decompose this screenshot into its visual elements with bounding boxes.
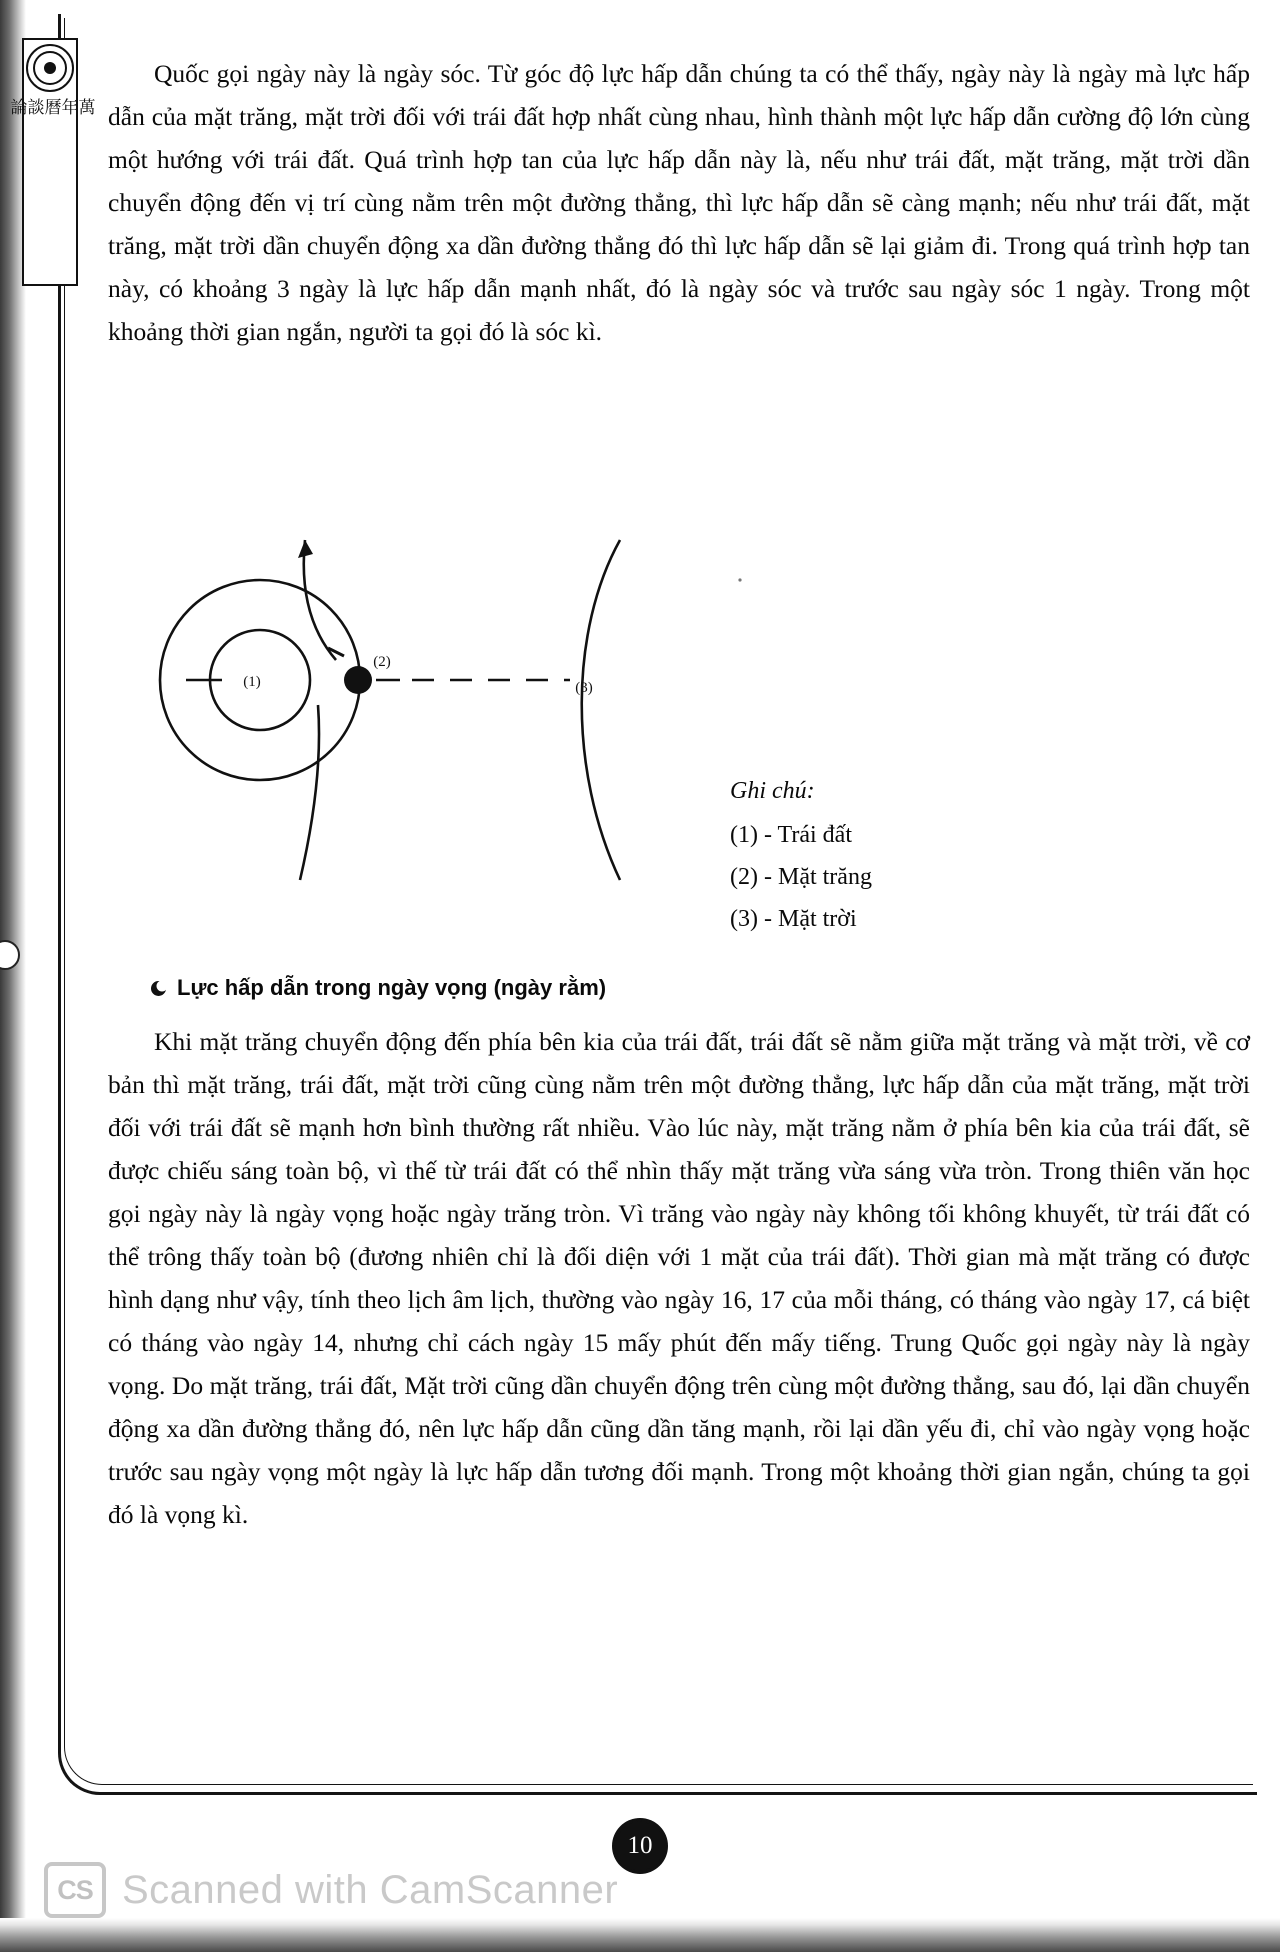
- orbit-diagram-svg: [100, 520, 800, 940]
- paragraph-two: Khi mặt trăng chuyển động đến phía bên kia của trái đất, trái đất sẽ nằm giữa mặt trăng và mặt trời, về cơ bản thì mặt trăng, trái đất, mặt trời cũng cùng nằm trên một đường thẳng, lực hấp dẫn của mặt trăng, mặt trời đối với trái đất sẽ mạnh hơn bình thường rất nhiều. Vào lúc này, mặt trăng nằm ở phía bên kia của trái đất, sẽ được chiếu sáng toàn bộ, vì thế từ trái đất có thể nhìn thấy mặt trăng vừa sáng vừa tròn. Trong thiên văn học gọi ngày này là ngày vọng hoặc ngày trăng tròn. Vì trăng vào ngày này không tối không khuyết, từ trái đất có thể trông thấy toàn bộ (đương nhiên chỉ là đối diện với 1 mặt của trái đất). Thời gian mà mặt trăng có được hình dạng như vậy, tính theo lịch âm lịch, thường vào ngày 16, 17 của mỗi tháng, có tháng vào ngày 17, cá biệt có tháng vào ngày 14, nhưng chỉ cách ngày 15 mấy phút đến mấy tiếng. Trung Quốc gọi ngày này là ngày vọng. Do mặt trăng, trái đất, Mặt trời cũng dần chuyển động trên cùng một đường thẳng, sau đó, lại dần chuyển động xa dần đường thẳng đó, nên lực hấp dẫn cũng dần tăng mạnh, rồi lại dần yếu đi, chỉ vào ngày vọng hoặc trước sau ngày vọng một ngày là lực hấp dẫn tương đối mạnh. Trong một khoảng thời gian ngắn, chúng ta gọi đó là vọng kì.: [108, 1027, 1250, 1529]
- section-heading-text: Lực hấp dẫn trong ngày vọng (ngày rằm): [177, 975, 607, 1000]
- figure-legend-item-moon: (2) - Mặt trăng: [730, 864, 872, 890]
- page-number-badge: 10: [612, 1818, 668, 1874]
- seal-char-2: 年: [57, 98, 78, 122]
- orbit-diagram: [100, 520, 800, 940]
- figure-label-sun: (3): [575, 680, 593, 696]
- seal-char-4: 談: [23, 98, 44, 122]
- crescent-moon-icon: [150, 980, 167, 997]
- seal-char-1: 萬: [74, 98, 95, 122]
- figure-legend: [730, 770, 872, 940]
- figure-legend-title: Ghi chú:: [730, 778, 815, 804]
- camscanner-watermark: [44, 1862, 618, 1918]
- scan-edge-bottom: [0, 1918, 1280, 1952]
- figure-legend-item-sun: (3) - Mặt trời: [730, 906, 857, 932]
- figure-label-moon: (2): [373, 654, 391, 670]
- figure-legend-item-earth: (1) - Trái đất: [730, 822, 852, 848]
- circular-seal-icon: [26, 44, 74, 92]
- section-heading: [150, 975, 606, 1001]
- camscanner-watermark-text: Scanned with CamScanner: [122, 1867, 619, 1912]
- paragraph-one: Quốc gọi ngày này là ngày sóc. Từ góc độ lực hấp dẫn chúng ta có thể thấy, ngày này là ngày mà lực hấp dẫn của mặt trăng, mặt trời đối với trái đất hợp nhất cùng nhau, hình thành một lực hấp dẫn cường độ lớn cùng một hướng với trái đất. Quá trình hợp tan của lực hấp dẫn này là, nếu như trái đất, mặt trăng, mặt trời dần chuyển động đến vị trí cùng nằm trên một đường thẳng, thì lực hấp dẫn sẽ càng mạnh; nếu như trái đất, mặt trăng, mặt trời dần chuyển động xa dần đường thẳng đó thì lực hấp dẫn sẽ lại giảm đi. Trong quá trình hợp tan này, có khoảng 3 ngày là lực hấp dẫn mạnh nhất, đó là ngày sóc và trước sau ngày sóc 1 ngày. Trong một khoảng thời gian ngắn, người ta gọi đó là sóc kì.: [108, 59, 1250, 346]
- seal-char-3: 曆: [40, 98, 61, 122]
- seal-char-5: 論: [6, 98, 27, 122]
- seal-characters: [8, 98, 93, 122]
- figure-label-earth: (1): [243, 674, 261, 690]
- scan-edge-left: [0, 0, 26, 1952]
- book-seal-box: [6, 38, 95, 286]
- camscanner-logo-icon: CS: [44, 1862, 106, 1918]
